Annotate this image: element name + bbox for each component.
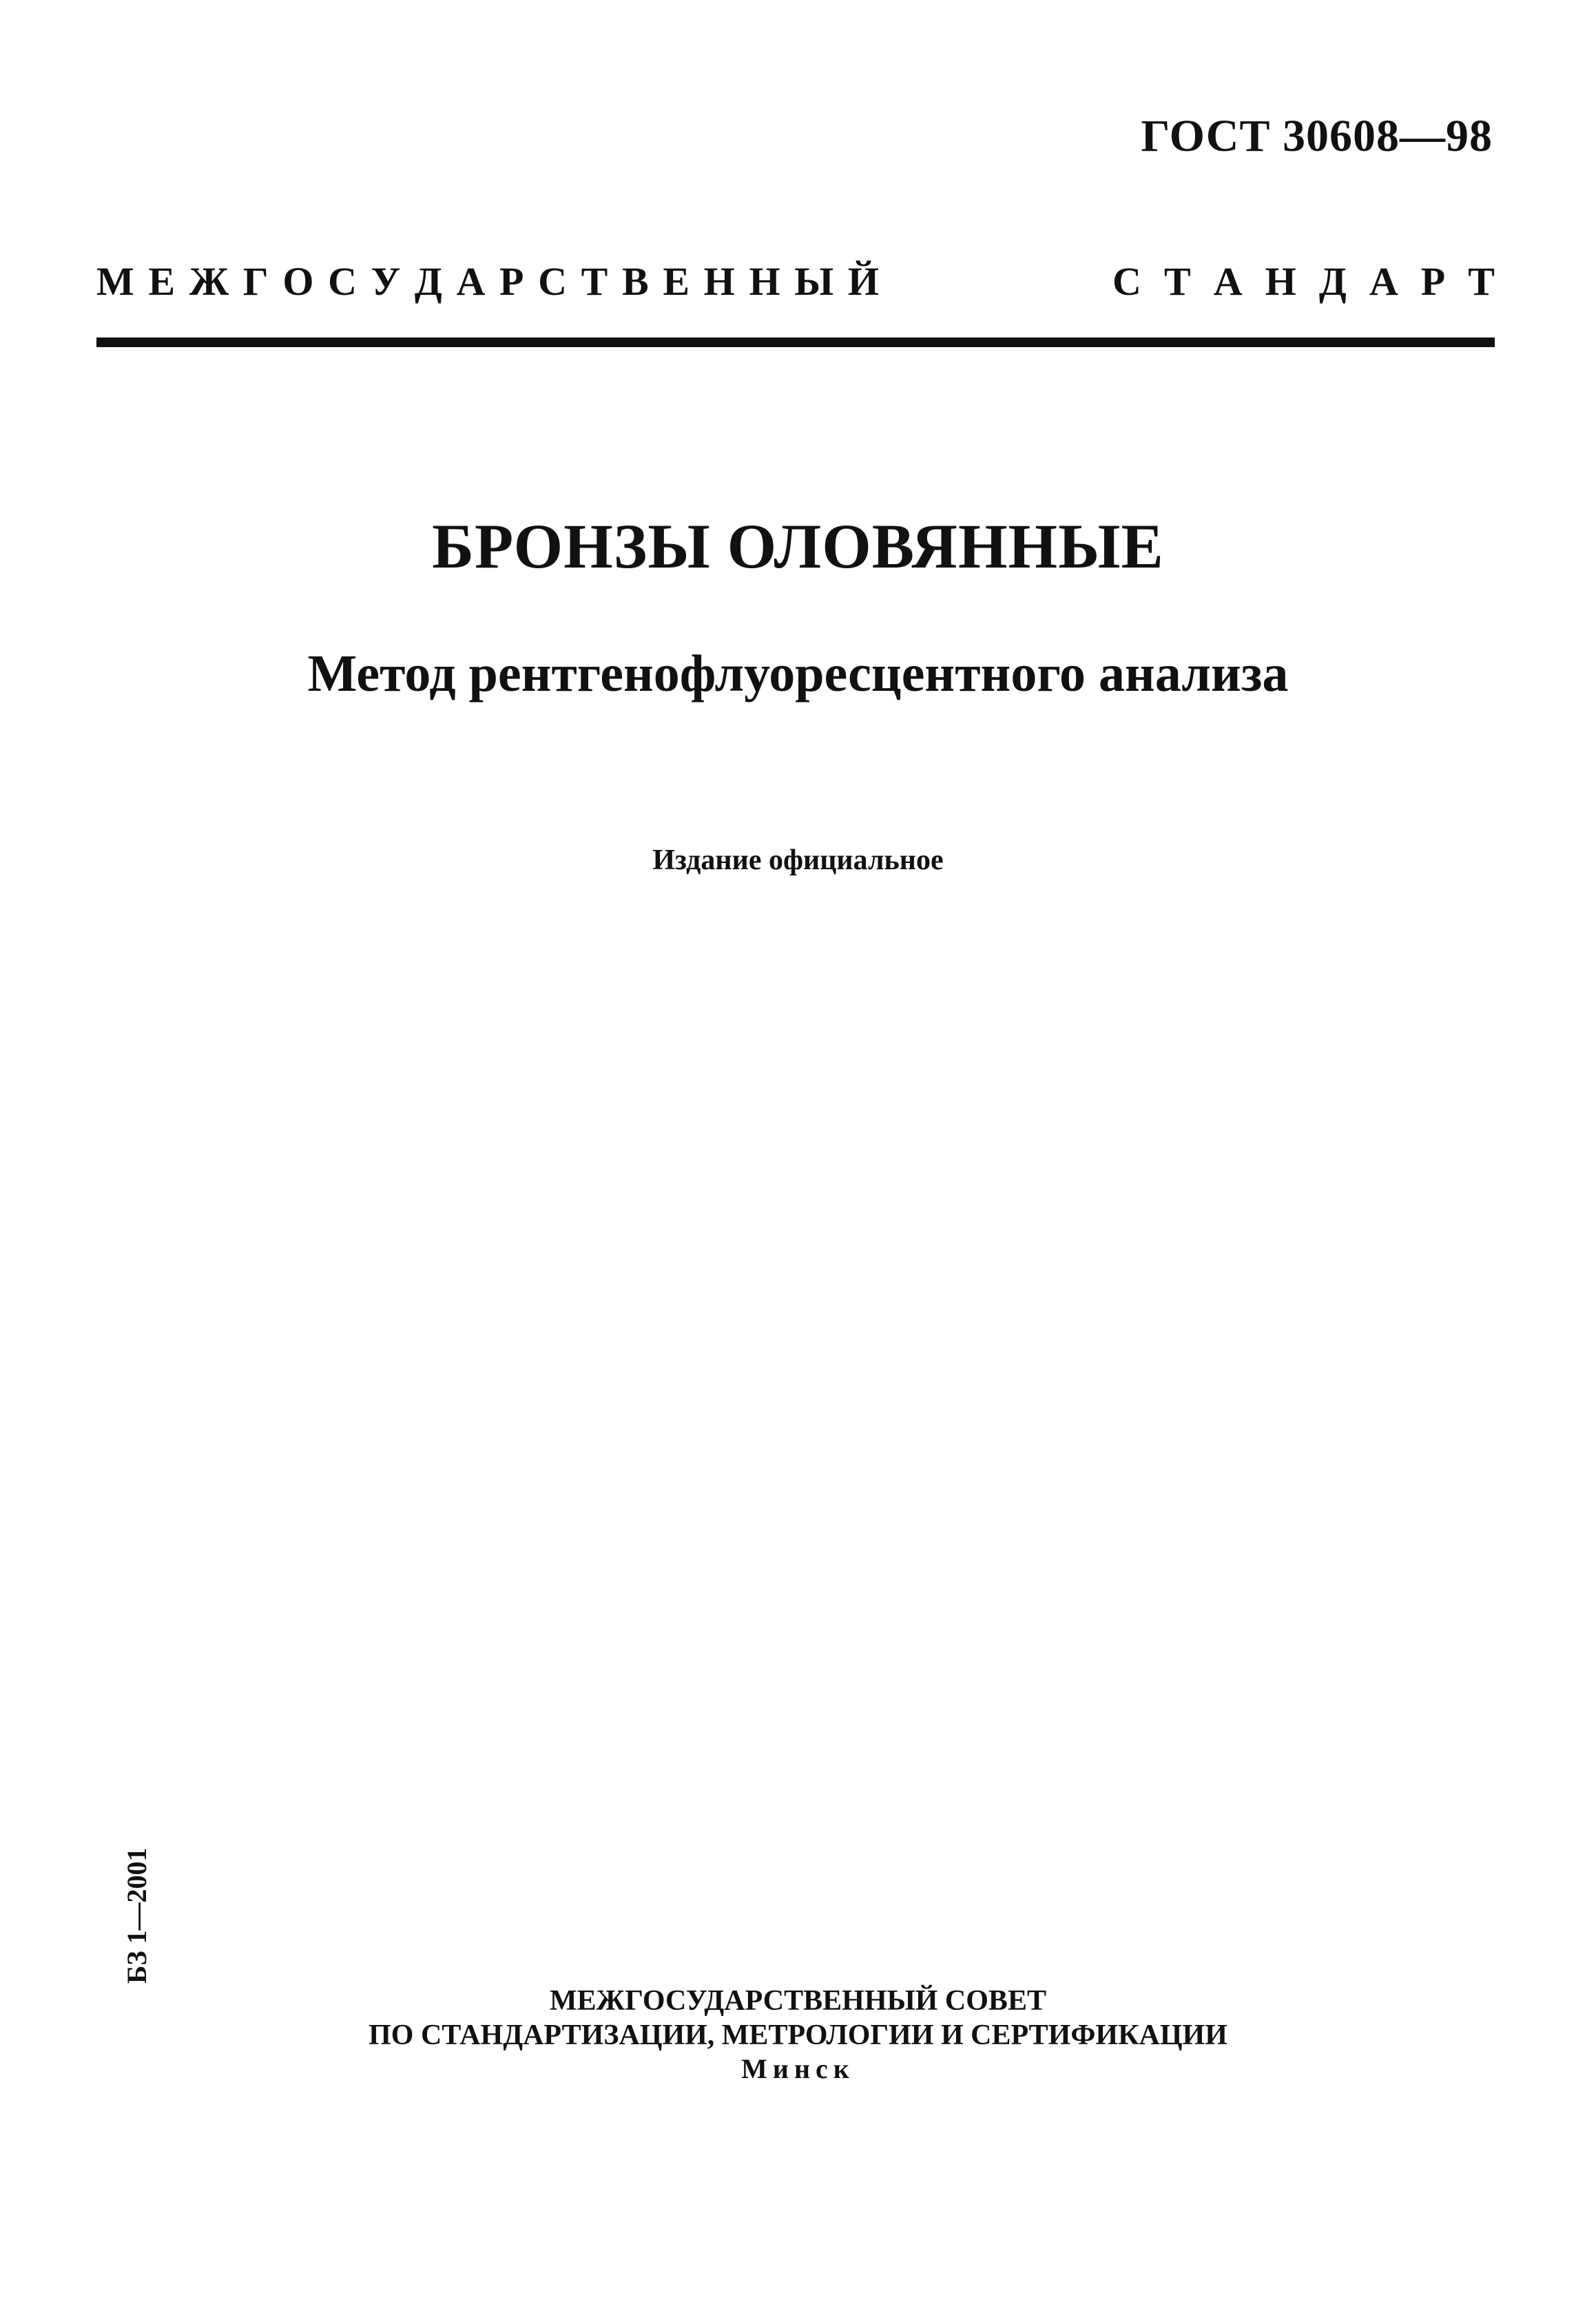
header-letter: О (282, 259, 314, 304)
header-letter: Д (414, 259, 442, 304)
header-letter: Е (148, 259, 176, 304)
header-letter: Т (1468, 259, 1495, 304)
document-title: БРОНЗЫ ОЛОВЯННЫЕ (432, 511, 1164, 581)
publisher-block (0, 1984, 1596, 2086)
publisher-city: Минск (741, 2053, 855, 2084)
header-letter: Р (1420, 259, 1446, 304)
header-letter: Д (1318, 259, 1347, 304)
header-letter: А (1369, 259, 1398, 304)
document-subtitle: Метод рентгенофлуоресцентного анализа (307, 645, 1289, 703)
category-word-2 (1112, 258, 1495, 304)
side-code: БЗ 1—2001 (121, 1847, 152, 1984)
publisher-line-1: МЕЖГОСУДАРСТВЕННЫЙ СОВЕТ (550, 1985, 1046, 2017)
header-letter: Г (242, 259, 269, 304)
header-letter: М (96, 259, 134, 304)
header-letter: Р (499, 259, 524, 304)
header-letter: Н (749, 259, 780, 304)
header-letter: Ж (189, 259, 229, 304)
header-rule (96, 337, 1495, 347)
header-letter: У (371, 259, 401, 304)
standard-category-header (96, 258, 1495, 304)
header-letter: С (538, 259, 567, 304)
header-letter: Е (663, 259, 690, 304)
header-letter: С (328, 259, 357, 304)
publisher-line-2: ПО СТАНДАРТИЗАЦИИ, МЕТРОЛОГИИ И СЕРТИФИКАЦИИ (369, 2019, 1227, 2051)
header-letter: Т (581, 259, 608, 304)
header-letter: А (456, 259, 486, 304)
edition-note: Издание официальное (652, 844, 944, 876)
header-letter: Й (847, 259, 879, 304)
category-word-1 (96, 258, 879, 304)
header-letter: Н (703, 259, 735, 304)
header-letter: В (621, 259, 649, 304)
header-letter: А (1213, 259, 1243, 304)
header-letter: Т (1163, 259, 1191, 304)
header-letter: Ы (794, 259, 834, 304)
document-number: ГОСТ 30608—98 (1141, 111, 1493, 161)
header-letter: С (1112, 259, 1141, 304)
header-letter: Н (1265, 259, 1296, 304)
